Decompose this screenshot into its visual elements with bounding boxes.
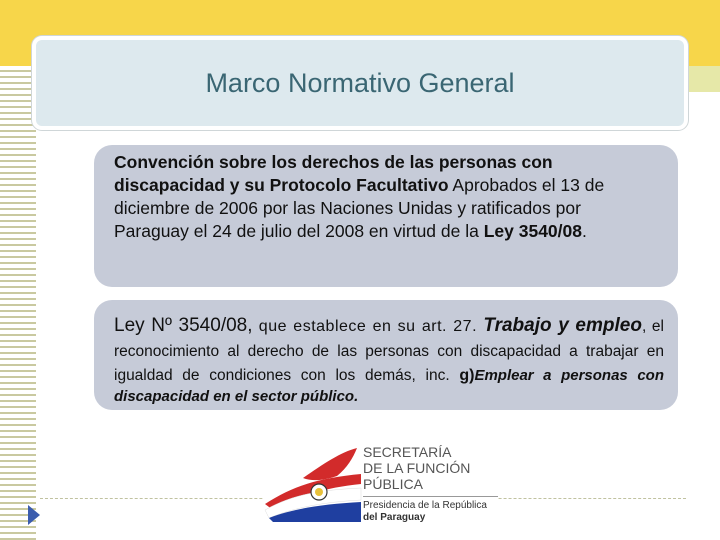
sfp-logo [263, 444, 498, 524]
convention-box [94, 145, 678, 287]
title-box [32, 36, 688, 130]
law-article: que establece en su art. 27. [252, 318, 484, 335]
law-title: Ley Nº 3540/08, [114, 315, 253, 336]
logo-title [363, 444, 470, 492]
logo-line1: SECRETARÍA [363, 444, 452, 460]
convention-text [114, 151, 644, 243]
law-body: , el reconocimiento al derecho de las personas con discapacidad a trabajar en igualdad de condiciones con los demás, inc. [114, 318, 664, 384]
law-item: g) [459, 367, 475, 384]
law-text [114, 313, 664, 406]
law-box [94, 300, 678, 410]
next-arrow-icon[interactable] [28, 505, 40, 525]
flag-emblem-icon [263, 444, 363, 524]
logo-subtitle [363, 496, 498, 524]
logo-line2: DE LA FUNCIÓN [363, 460, 471, 476]
convention-body: Aprobados el 13 de diciembre de 2006 por las Naciones Unidas y ratificados por Paraguay el 24 de julio del 2008 en virtud de la [114, 175, 605, 241]
logo-sub2: del Paraguay [363, 512, 426, 523]
logo-line3: PÚBLICA [363, 476, 423, 492]
convention-end: . [582, 221, 587, 241]
side-stripes [0, 66, 36, 540]
convention-law: Ley 3540/08 [483, 221, 582, 241]
logo-sub1: Presidencia de la República [363, 500, 487, 511]
page-title: Marco Normativo General [205, 68, 515, 98]
law-item-text: Emplear a personas con discapacidad en el sector público. [114, 367, 665, 405]
convention-title: Convención sobre los derechos de las personas con discapacidad y su Protocolo Facultativo [114, 152, 553, 195]
law-topic: Trabajo y empleo [483, 315, 642, 336]
